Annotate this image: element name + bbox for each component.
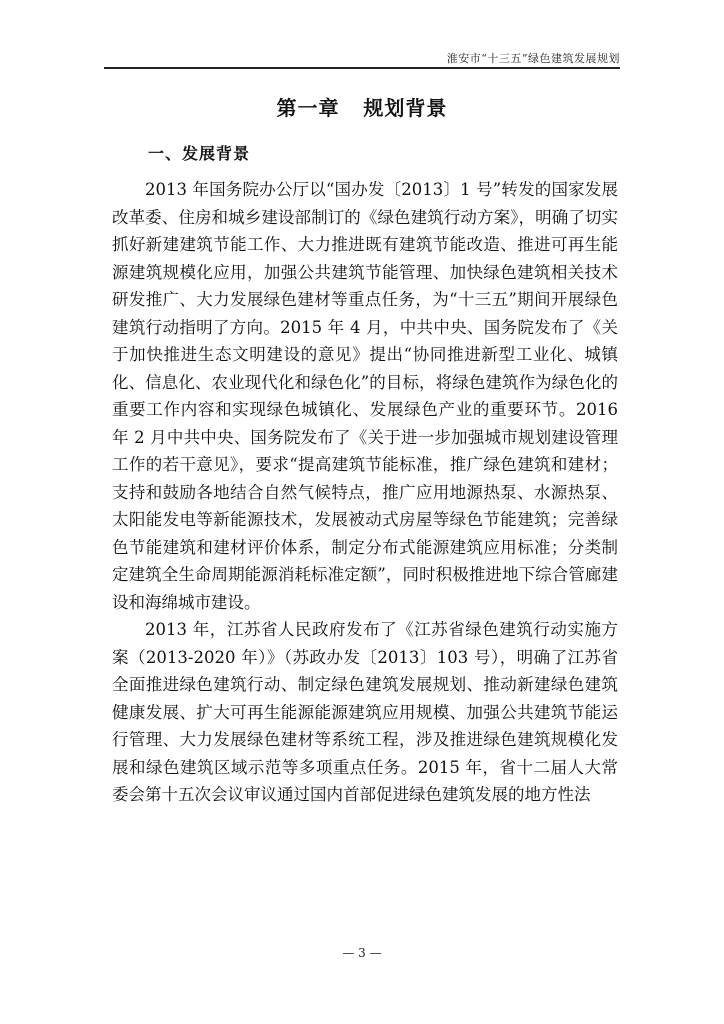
paragraph: 2013 年国务院办公厅以“国办发〔2013〕1 号”转发的国家发展改革委、住房和城乡建设部制订的《绿色建筑行动方案》，明确了切实抓好新建建筑节能工作、大力推进既有建筑节能改造、推进可再生能源建筑规模化应用，加强公共建筑节能管理、加快绿色建筑相关技术研发推广、大力发展绿色建材等重点任务，为“十三五”期间开展绿色建筑行动指明了方向。2015 年 4 月，中共中央、国务院发布了《关于加快推进生态文明建设的意见》提出“协同推进新型工业化、城镇化、信息化、农业现代化和绿色化”的目标，将绿色建筑作为绿色化的重要工作内容和实现绿色城镇化、发展绿色产业的重要环节。2016 年 2 月中共中央、国务院发布了《关于进一步加强城市规划建设管理工作的若干意见》，要求“提高建筑节能标准，推广绿色建筑和建材；支持和鼓励各地结合自然气候特点，推广应用地源热泵、水源热泵、太阳能发电等新能源技术，发展被动式房屋等绿色节能建筑；完善绿色节能建筑和建材评价体系，制定分布式能源建筑应用标准；分类制定建筑全生命周期能源消耗标准定额”，同时积极推进地下综合管廊建设和海绵城市建设。 (112, 180, 618, 612)
running-header: 淮安市“十三五”绿色建筑发展规划 (446, 52, 620, 65)
chapter-title: 第一章 规划背景 (276, 96, 448, 120)
section-title: 一、发展背景 (148, 144, 251, 163)
body-text (112, 176, 618, 809)
header-rule (104, 67, 620, 69)
paragraph: 2013 年，江苏省人民政府发布了《江苏省绿色建筑行动实施方案（2013-2020 年）》（苏政办发〔2013〕103 号），明确了江苏省全面推进绿色建筑行动、制定绿色建筑发展规划、推动新建绿色建筑健康发展、扩大可再生能源能源建筑应用规模、加强公共建筑节能运行管理、大力发展绿色建材等系统工程，涉及推进绿色建筑规模化发展和绿色建筑区域示范等多项重点任务。2015 年，省十二届人大常委会第十五次会议审议通过国内首部促进绿色建筑发展的地方性法 (112, 620, 618, 804)
page-number: — 3 — (342, 946, 382, 960)
